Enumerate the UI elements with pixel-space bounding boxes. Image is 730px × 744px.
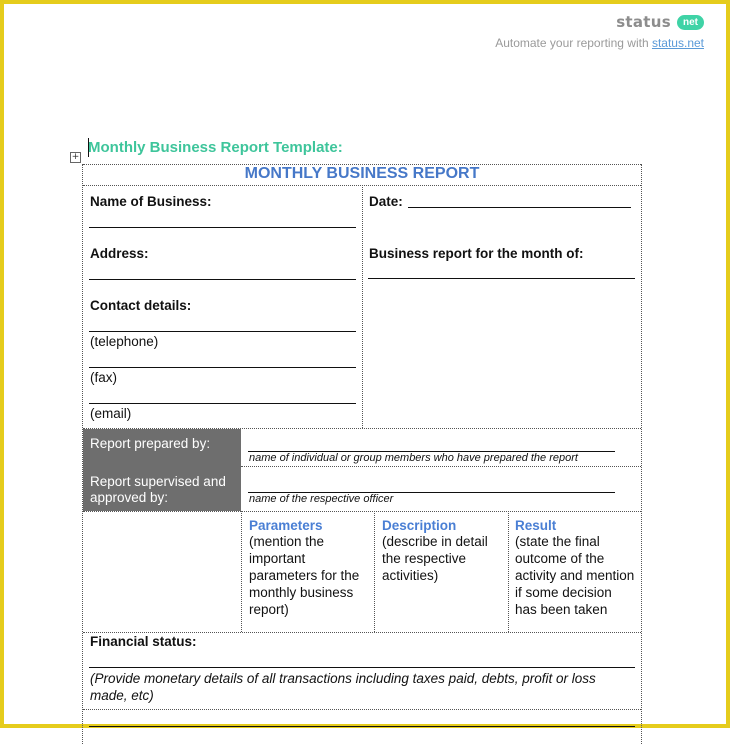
brand-logo[interactable] — [616, 13, 704, 31]
brand-badge: net — [677, 15, 704, 30]
signoff-bottom-divider — [83, 511, 641, 512]
brand-header — [495, 13, 704, 50]
contact-line-1 — [89, 331, 356, 332]
columns-bottom-divider — [83, 632, 641, 633]
contact-line-3 — [89, 403, 356, 404]
description-column — [382, 518, 504, 584]
contact-details-label: Contact details: — [90, 298, 192, 313]
prepared-by-label: Report prepared by: — [90, 436, 211, 451]
table-move-handle-icon[interactable]: + — [71, 152, 80, 162]
telephone-field[interactable]: (telephone) — [90, 334, 159, 349]
parameters-column — [249, 518, 371, 618]
columns-divider-2 — [374, 511, 375, 632]
tagline-text: Automate your reporting with — [495, 36, 649, 50]
financial-status-note: (Provide monetary details of all transactions including taxes paid, debts, profit or loss made, etc) — [90, 671, 596, 703]
info-column-divider — [362, 185, 363, 428]
contact-line-2 — [89, 367, 356, 368]
supervised-by-note: name of the respective officer — [249, 493, 394, 505]
brand-tagline — [495, 36, 704, 50]
parameters-heading: Parameters — [249, 518, 323, 533]
document-title: Monthly Business Report Template: — [88, 139, 343, 156]
address-field[interactable] — [89, 279, 356, 280]
report-table — [82, 164, 642, 744]
description-text: (describe in detail the respective activities) — [382, 534, 488, 583]
supervised-by-label: Report supervised and approved by: — [90, 474, 226, 505]
name-of-business-field[interactable] — [89, 227, 356, 228]
columns-divider-1 — [241, 511, 242, 632]
signoff-row-divider — [241, 466, 641, 467]
fax-field[interactable]: (fax) — [90, 370, 117, 385]
prepared-by-note: name of individual or group members who have prepared the report — [249, 452, 578, 464]
report-heading: MONTHLY BUSINESS REPORT — [244, 165, 480, 182]
date-label: Date: — [369, 194, 403, 209]
columns-divider-3 — [508, 511, 509, 632]
description-heading: Description — [382, 518, 457, 533]
date-field[interactable] — [408, 207, 631, 208]
report-month-label: Business report for the month of: — [369, 246, 584, 261]
address-label: Address: — [90, 246, 149, 261]
brand-name: status — [616, 13, 671, 31]
name-of-business-label: Name of Business: — [90, 194, 212, 209]
result-column — [515, 518, 637, 618]
status-net-link[interactable]: status.net — [651, 36, 704, 50]
result-text: (state the final outcome of the activity and mention if some decision has been taken — [515, 534, 635, 617]
parameters-text: (mention the important parameters for the monthly business report) — [249, 534, 360, 617]
next-section-line — [89, 726, 635, 727]
financial-status-label: Financial status: — [90, 634, 197, 649]
financial-status-field[interactable] — [89, 667, 635, 668]
result-heading: Result — [515, 518, 557, 533]
report-month-field[interactable] — [368, 278, 635, 279]
email-field[interactable]: (email) — [90, 406, 132, 421]
financial-bottom-divider — [83, 709, 641, 710]
